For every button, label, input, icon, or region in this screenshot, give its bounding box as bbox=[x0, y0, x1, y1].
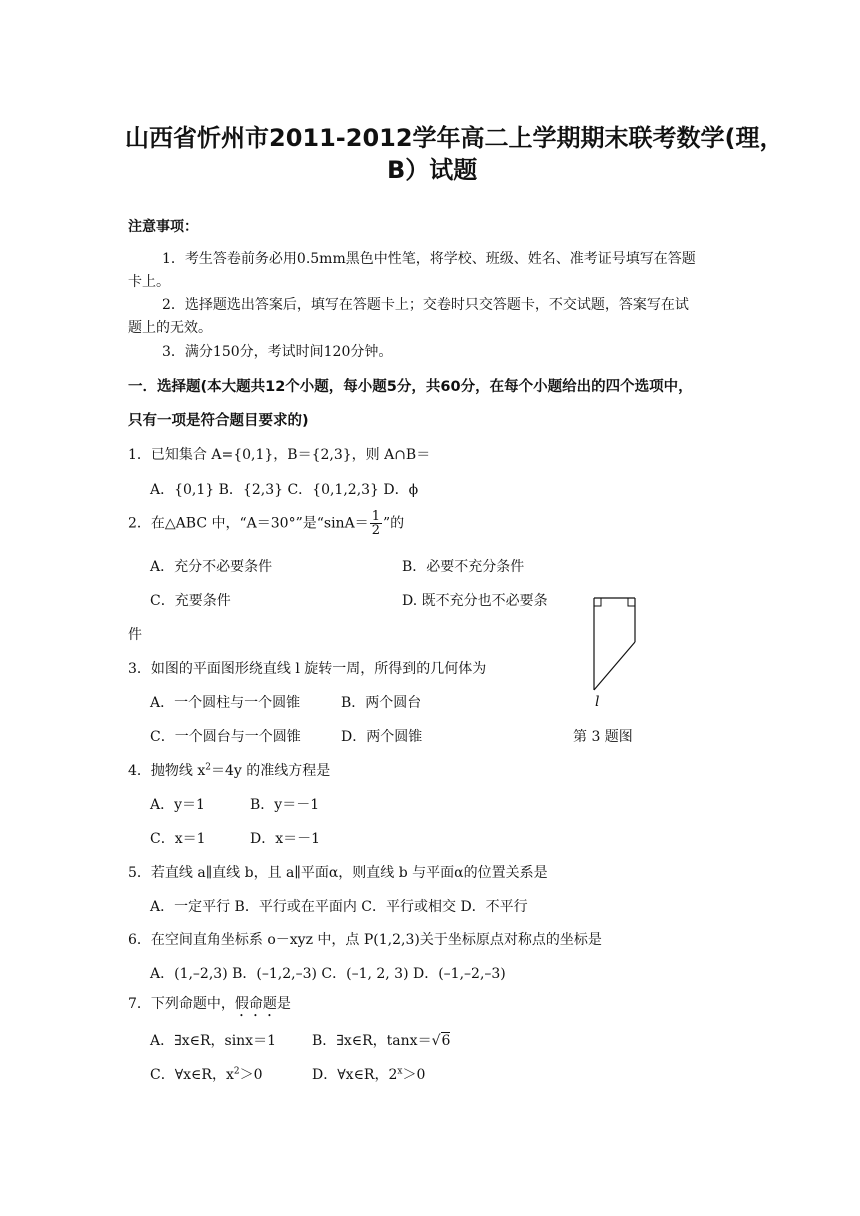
question-7-emphasis: 假命题 bbox=[234, 996, 277, 1012]
question-1-options: A．{0,1} B．{2,3} C．{0,1,2,3} D．ϕ bbox=[150, 482, 419, 498]
question-6-options: A．(1,–2,3) B．(–1,2,–3) C．(–1, 2, 3) D．(–1,–2,–3) bbox=[150, 966, 506, 982]
question-5-stem: 5．若直线 a∥直线 b，且 a∥平面α，则直线 b 与平面α的位置关系是 bbox=[128, 865, 548, 881]
question-7-option-a: A．∃x∈R，sinx＝1 bbox=[150, 1033, 276, 1049]
question-2-stem-a: 2．在△ABC 中，“A＝30°”是“sinA＝ bbox=[128, 515, 369, 532]
question-3-option-a: A．一个圆柱与一个圆锥 bbox=[150, 695, 301, 711]
question-7-option-d-superscript: x bbox=[397, 1066, 403, 1077]
question-7-option-b-text: B．∃x∈R，tanx＝ bbox=[312, 1033, 432, 1049]
question-2-option-c: C．充要条件 bbox=[150, 593, 231, 609]
question-4-stem bbox=[128, 760, 330, 780]
question-7-stem-b: 是 bbox=[276, 996, 291, 1012]
question-7-option-c-superscript: 2 bbox=[233, 1066, 240, 1077]
note-item-1-line2: 卡上。 bbox=[128, 274, 170, 290]
question-4-stem-b: ＝4y 的准线方程是 bbox=[211, 763, 331, 779]
page-title-line2: B）试题 bbox=[387, 156, 478, 184]
question-2-stem bbox=[128, 510, 404, 537]
page-title-line1: 山西省忻州市2011-2012学年高二上学期期末联考数学(理， bbox=[125, 124, 784, 152]
note-item-2-line2: 题上的无效。 bbox=[128, 320, 212, 336]
question-2-option-d: D. 既不充分也不必要条 bbox=[402, 593, 548, 609]
question-4-option-a: A．y＝1 bbox=[150, 797, 205, 813]
question-4-option-b: B．y＝－1 bbox=[250, 797, 320, 813]
question-5-options: A．一定平行 B．平行或在平面内 C．平行或相交 D．不平行 bbox=[150, 899, 528, 915]
question-4-option-d: D．x＝－1 bbox=[250, 831, 321, 847]
question-4-superscript: 2 bbox=[205, 762, 211, 773]
figure-3-axis-label: l bbox=[595, 694, 600, 710]
question-1-stem: 1．已知集合 A={0,1}，B＝{2,3}，则 A∩B＝ bbox=[128, 447, 431, 463]
question-2-stem-b: ”的 bbox=[382, 515, 405, 532]
figure-3-diagram bbox=[585, 592, 645, 722]
note-item-2-line1: 2．选择题选出答案后，填写在答题卡上；交卷时只交答题卡，不交试题，答案写在试 bbox=[162, 297, 689, 313]
question-4-option-c: C．x＝1 bbox=[150, 831, 206, 847]
question-2-option-b: B．必要不充分条件 bbox=[402, 559, 525, 575]
question-3-stem: 3．如图的平面图形绕直线 l 旋转一周，所得到的几何体为 bbox=[128, 661, 487, 677]
question-7-option-c bbox=[150, 1064, 263, 1084]
question-7-stem-a: 7．下列命题中， bbox=[128, 996, 235, 1012]
question-2-option-d-wrap: 件 bbox=[128, 627, 142, 643]
question-7-stem bbox=[128, 993, 291, 1020]
question-7-option-b: B．∃x∈R，tanx＝√6 bbox=[312, 1033, 451, 1049]
question-7-option-d-tail: ＞0 bbox=[402, 1067, 426, 1083]
question-7-option-d bbox=[312, 1064, 425, 1084]
section-heading-line2: 只有一项是符合题目要求的) bbox=[128, 413, 309, 429]
fraction-one-half bbox=[370, 510, 382, 537]
question-7-option-b-radicand: 6 bbox=[441, 1033, 451, 1049]
section-heading-line1: 一．选择题(本大题共12个小题，每小题5分，共60分，在每个小题给出的四个选项中， bbox=[128, 379, 693, 395]
notes-heading: 注意事项： bbox=[128, 219, 198, 235]
question-6-stem: 6．在空间直角坐标系 o－xyz 中，点 P(1,2,3)关于坐标原点对称点的坐标是 bbox=[128, 932, 602, 948]
question-7-option-d-text: D．∀x∈R，2 bbox=[312, 1067, 398, 1083]
question-7-option-c-text: C．∀x∈R，x bbox=[150, 1067, 234, 1083]
question-3-option-d: D．两个圆锥 bbox=[341, 729, 423, 745]
question-3-option-b: B．两个圆台 bbox=[341, 695, 422, 711]
note-item-1-line1: 1．考生答卷前务必用0.5mm黑色中性笔，将学校、班级、姓名、准考证号填写在答题 bbox=[162, 251, 696, 267]
question-3-option-c: C．一个圆台与一个圆锥 bbox=[150, 729, 301, 745]
fraction-numerator: 1 bbox=[371, 509, 380, 524]
question-2-option-a: A．充分不必要条件 bbox=[150, 559, 273, 575]
question-7-option-c-tail: ＞0 bbox=[239, 1067, 263, 1083]
question-4-stem-a: 4．抛物线 x bbox=[128, 763, 206, 779]
fraction-denominator: 2 bbox=[371, 523, 380, 538]
note-item-3: 3．满分150分，考试时间120分钟。 bbox=[162, 344, 393, 360]
figure-3-caption: 第 3 题图 bbox=[573, 729, 633, 745]
